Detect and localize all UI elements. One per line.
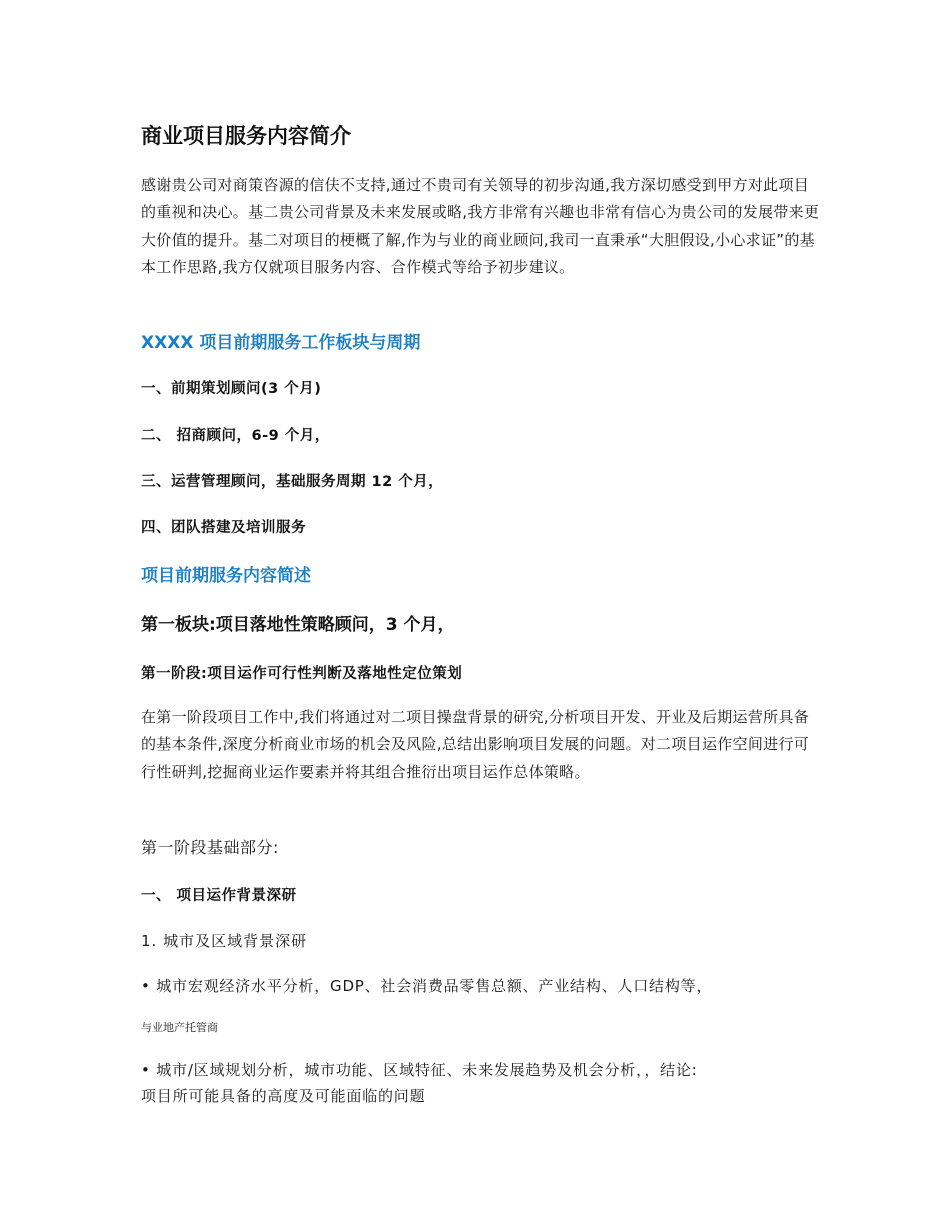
module-item-2: 二、 招商顾问，6-9 个月， xyxy=(141,428,330,444)
module-item-3: 三、运营管理顾问，基础服务周期 12 个月， xyxy=(141,474,444,490)
stage-heading-1: 第一阶段:项目运作可行性判断及落地性定位策划 xyxy=(141,666,463,682)
footer-note: 与业地产托管商 xyxy=(141,1021,218,1034)
document-title: 商业项目服务内容简介 xyxy=(141,124,351,148)
stage1-basic-heading: 第一阶段基础部分: xyxy=(141,838,279,857)
section-heading-overview: 项目前期服务内容简述 xyxy=(141,566,311,586)
part-heading-1: 一、 项目运作背景深研 xyxy=(141,888,297,904)
module-item-1: 一、前期策划顾问(3 个月) xyxy=(141,381,322,397)
module-item-4: 四、团队搭建及培训服务 xyxy=(141,520,306,536)
stage1-paragraph: 在第一阶段项目工作中,我们将通过对二项目操盘背景的研究,分析项目开发、开业及后期运营所具备的基本条件,深度分析商业市场的机会及风险,总结出影响项目发展的问题。对二项目运作空间进行可行性研判,挖掘商业运作要素并将其组合推衍出项目运作总体策略。 xyxy=(141,708,810,781)
intro-paragraph: 感谢贵公司对商策咨源的信伕不支持,通过不贵司有关领导的初步沟通,我方深切感受到甲方对此项目的重视和决心。基二贵公司背景及未来发展或略,我方非常有兴趣也非常有信心为贵公司的发展带来更大价值的提升。基二对项目的梗概了解,作为与业的商业顾问,我司一直秉承“大胆假设,小心求证”的基本工作思路,我方仅就项目服务内容、合作模式等给予初步建议。 xyxy=(141,176,820,276)
bullet-item-planning-cont: 项目所可能具备的高度及可能面临的问题 xyxy=(141,1087,426,1105)
bullet-item-macro-economy: • 城市宏观经济水平分析，GDP、社会消费品零售总额、产业结构、人口结构等， xyxy=(141,977,713,995)
section-heading-modules: XXXX 项目前期服务工作板块与周期 xyxy=(141,333,421,353)
block-heading-1: 第一板块:项目落地性策略顾问，3 个月， xyxy=(141,615,455,635)
bullet-item-planning: • 城市/区域规划分析，城市功能、区域特征、未来发展趋势及机会分析，，结论: xyxy=(141,1061,698,1079)
list-item-city-background: 1. 城市及区域背景深研 xyxy=(141,932,308,950)
